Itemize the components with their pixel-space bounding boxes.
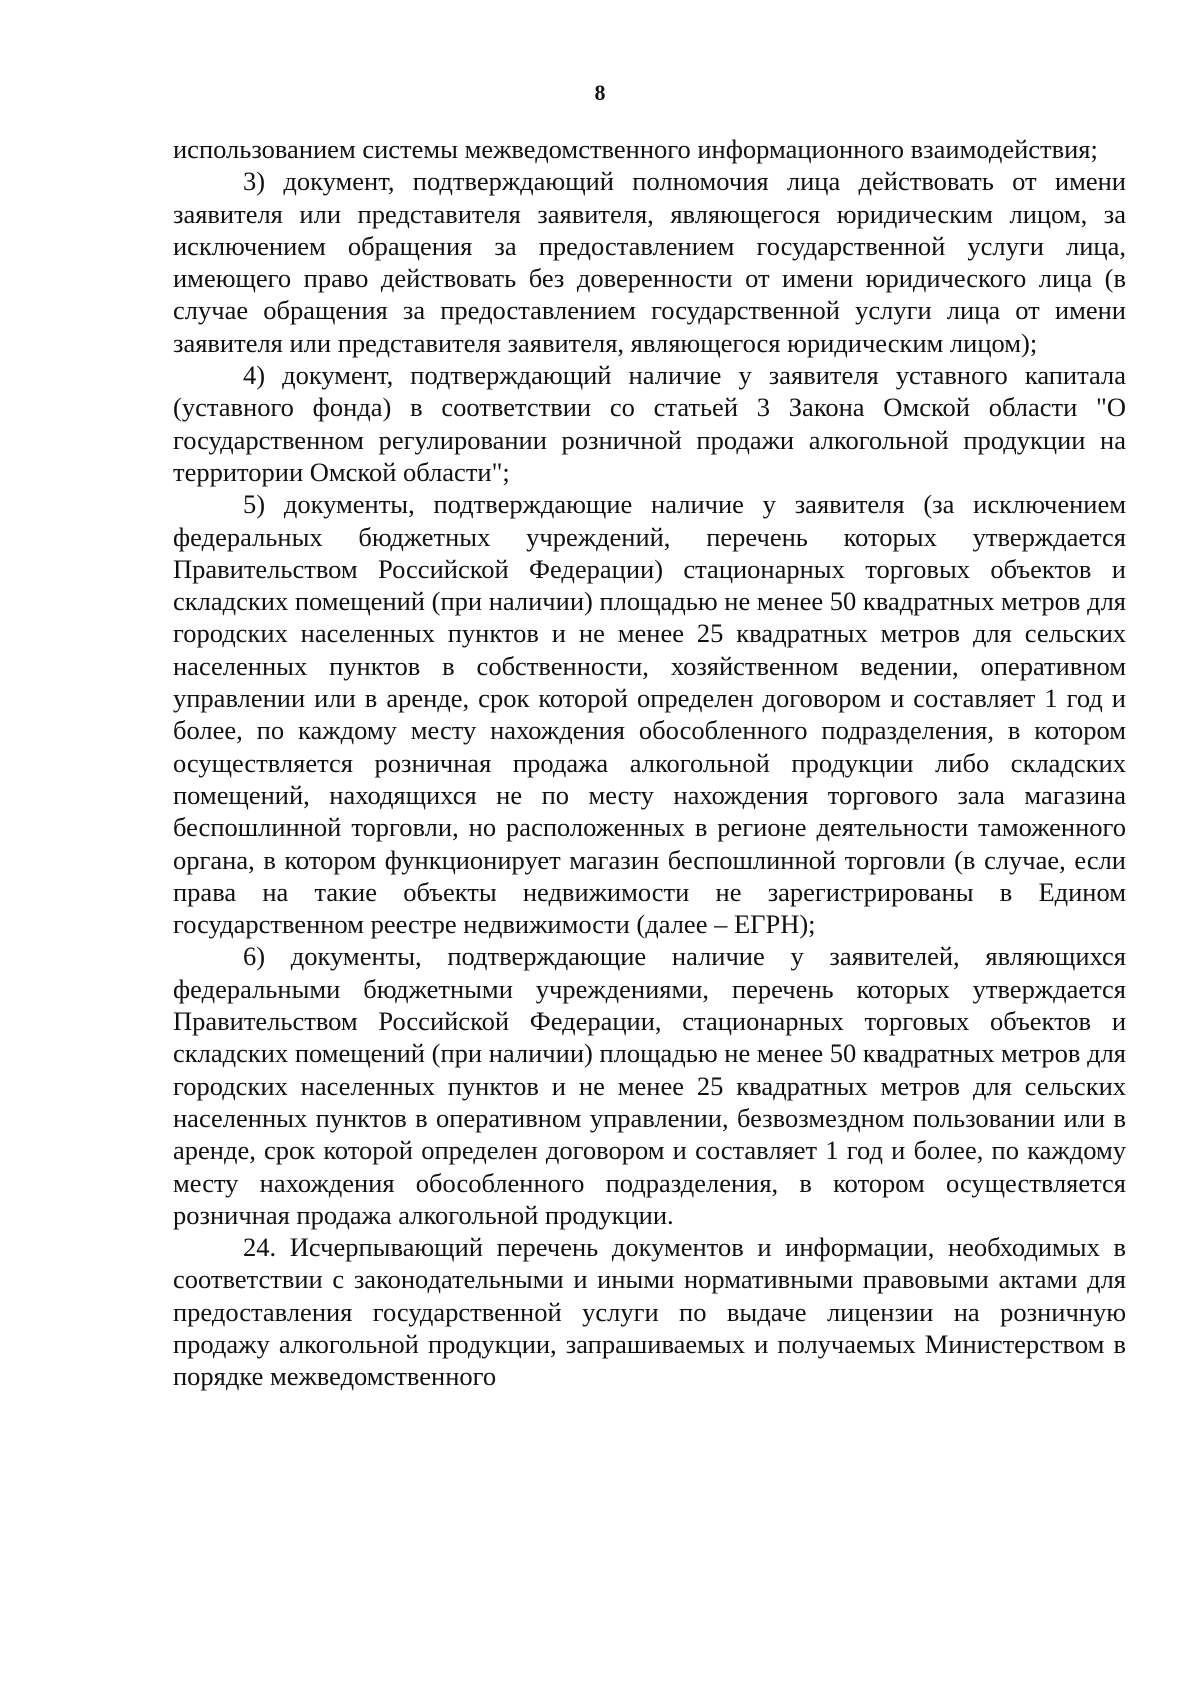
paragraph-item-3: 3) документ, подтверждающий полномочия лица действовать от имени заявителя или представителя заявителя, являющегося юридическим лицом, за исключением обращения за предоставлением государственной услуги лица, имеющего право действовать без доверенности от имени юридического лица (в случае обращения за предоставлением государственной услуги лица от имени заявителя или представителя заявителя, являющегося юридическим лицом); [173,166,1126,358]
paragraph-continuation: использованием системы межведомственного информационного взаимодействия; [173,134,1098,164]
document-body [173,133,1126,1393]
paragraph-item-6: 6) документы, подтверждающие наличие у заявителей, являющихся федеральными бюджетными учреждениями, перечень которых утверждается Правительством Российской Федерации, стационарных торговых объектов и складских помещений (при наличии) площадью не менее 50 квадратных метров для городских населенных пунктов и не менее 25 квадратных метров для сельских населенных пунктов в оперативном управлении, безвозмездном пользовании или в аренде, срок которой определен договором и составляет 1 год и более, по каждому месту нахождения обособленного подразделения, в котором осуществляется розничная продажа алкогольной продукции. [173,941,1126,1230]
paragraph-section-24: 24. Исчерпывающий перечень документов и информации, необходимых в соответствии с законодательными и иными нормативными правовыми актами для предоставления государственной услуги по выдаче лицензии на розничную продажу алкогольной продукции, запрашиваемых и получаемых Министерством в порядке межведомственного [173,1232,1126,1392]
paragraph-item-5: 5) документы, подтверждающие наличие у заявителя (за исключением федеральных бюджетных учреждений, перечень которых утверждается Правительством Российской Федерации) стационарных торговых объектов и складских помещений (при наличии) площадью не менее 50 квадратных метров для городских населенных пунктов и не менее 25 квадратных метров для сельских населенных пунктов в собственности, хозяйственном ведении, оперативном управлении или в аренде, срок которой определен договором и составляет 1 год и более, по каждому месту нахождения обособленного подразделения, в котором осуществляется розничная продажа алкогольной продукции либо складских помещений, находящихся не по месту нахождения торгового зала магазина беспошлинной торговли, но расположенных в регионе деятельности таможенного органа, в котором функционирует магазин беспошлинной торговли (в случае, если права на такие объекты недвижимости не зарегистрированы в Едином государственном реестре недвижимости (далее – ЕГРН); [173,489,1126,940]
paragraph-item-4: 4) документ, подтверждающий наличие у заявителя уставного капитала (уставного фонда) в соответствии со статьей 3 Закона Омской области "О государственном регулировании розничной продажи алкогольной продукции на территории Омской области"; [173,360,1126,487]
page-number: 8 [594,80,606,105]
